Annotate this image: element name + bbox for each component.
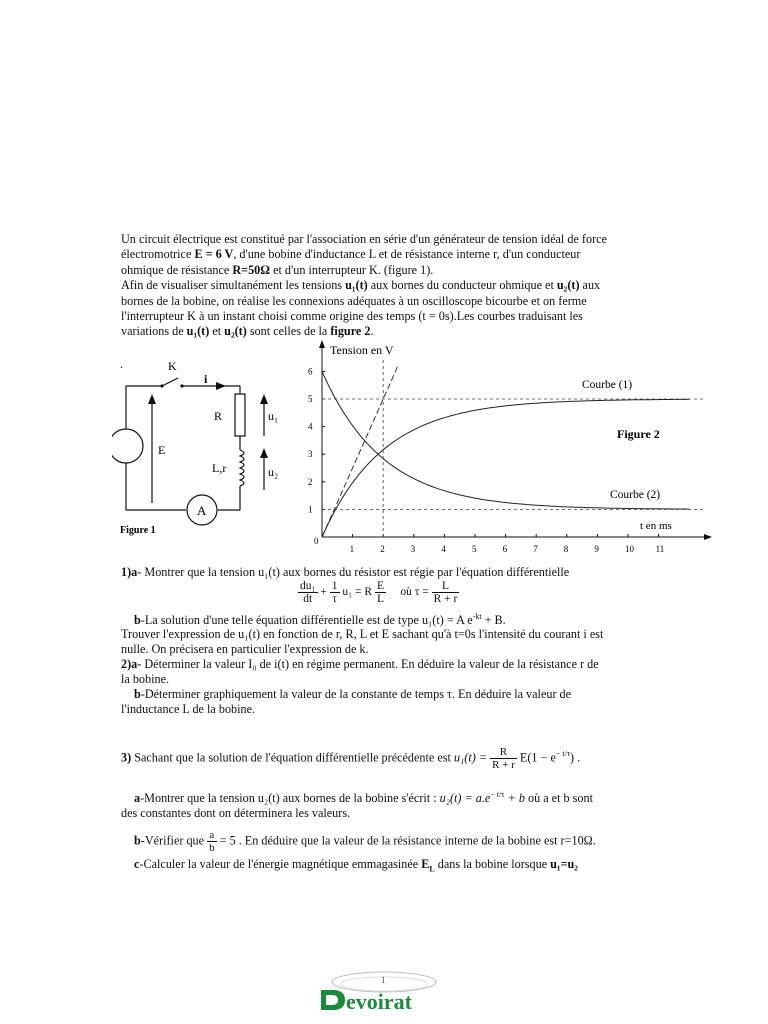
resistance-value: R=50Ω [232,262,271,277]
q2a-continuation: la bobine. [121,672,170,686]
intro-line-3c: et d'un interrupteur K. (figure 1). [270,262,434,277]
intro-line-7c: et [209,324,225,339]
q3b-den: b [209,842,215,854]
y-tick-label: 4 [308,421,313,432]
intro-line-2c: , d'une bobine d'inductance L et de résistance interne r, d'un conducteur [233,247,581,262]
switch-label: K [168,359,177,373]
origin-label: 0 [314,536,319,546]
eq-e: E [376,580,384,592]
q3b-label: b [134,833,141,848]
q2b-continuation: l'inductance L de la bobine. [121,702,256,716]
q2a-text: Déterminer la valeur I₀ de i(t) en régime permanent. En déduire la valeur de la résistance r de [141,657,599,671]
eq-u1: u₁ = R [342,586,373,599]
q1b-label: b [134,613,141,628]
q1b-line [134,612,506,628]
intro-line-1: Un circuit électrique est constitué par l'association en série d'un générateur de tension idéal de force [121,232,607,246]
q3a-end: où a et b sont [524,791,593,806]
figure-1-dot: . [120,358,123,371]
q3c-label: c [134,857,140,871]
u2-arrow-label: u₂ [268,465,279,479]
q3c-line [134,857,578,873]
generator-label: E [158,443,166,457]
current-label: i [204,372,208,386]
u1-label-2: u₁(t) [186,324,210,339]
q3-sol-end: ) . [570,750,581,765]
intro-line-4c: aux bornes du conducteur ohmique et [367,278,557,293]
q3-solution-lhs: u₁(t) = [453,750,488,765]
q3b-line [134,829,596,854]
q1a-label: 1)a- [121,565,142,579]
u1-arrow-label: u₁ [268,409,279,423]
x-axis-arrow [704,534,712,540]
q3-sol-rr: R + r [492,759,515,771]
x-tick-label: 11 [655,544,665,554]
chart-figure-2 [300,338,712,560]
coil-label: L,r [212,461,227,475]
x-tick-label: 1 [349,544,355,554]
q3-label: 3) [121,750,132,765]
intro-line-2a: électromotrice [121,247,195,262]
q1b-exp: -kt [472,612,482,621]
x-tick-label: 8 [563,544,569,554]
q3b-num: a [207,829,217,842]
q3a-plus-b: + b [504,791,525,806]
q3a-line [134,790,593,806]
x-tick-label: 9 [594,544,599,554]
q3b-text-2: = 5 . En déduire que la valeur de la résistance interne de la bobine est r=10Ω. [216,833,596,848]
q3-text: Sachant que la solution de l'équation différentielle précédente est [131,750,454,765]
x-tick-label: 4 [441,544,446,554]
intro-line-4e: aux [579,278,601,293]
q3b-text-1: -Vérifier que [140,833,208,848]
eq-rr: R + r [433,593,458,605]
u2-label: u₂(t) [556,278,580,293]
q3a-label: a [134,791,141,806]
q3a-exp: − t/τ [490,790,505,799]
intro-line-7g: . [370,324,374,339]
series-label-courbe-2: Courbe (2) [610,489,661,501]
q3-line [121,746,580,771]
u2-label-2: u₂(t) [224,324,247,339]
q3c-text: -Calculer la valeur de l'énergie magnétique emmagasinée [139,857,422,871]
q1a-line [121,565,569,580]
eq-ou: où τ = [400,586,429,599]
x-tick-label: 6 [502,544,508,554]
eq-l: L [376,593,384,605]
q3-sol-e: E(1 − e [519,750,556,765]
q2a-label: 2)a- [121,657,142,671]
q1-line-4: nulle. On précisera en particulier l'expression de k. [121,642,369,656]
series-line-1 [322,399,689,537]
eq-du1: du₁ [300,580,316,592]
brand-name: evoirat [346,989,412,1014]
eq-dt: dt [303,593,313,605]
y-tick-label: 6 [308,366,313,377]
q1b-end: + B. [481,613,506,628]
x-tick-label: 10 [625,544,634,554]
x-tick-label: 5 [472,544,477,554]
intro-paragraph [121,232,693,340]
x-axis-label: t en ms [640,520,672,532]
q2b-text: -Déterminer graphiquement la valeur de la constante de temps τ. En déduire la valeur de [140,687,572,701]
q1b-text: -La solution d'une telle équation différentielle est de type u₁(t) = A e [140,613,473,628]
intro-line-4a: Afin de visualiser simultanément les tensions [121,278,346,293]
q2b-line [134,687,571,702]
q3c-condition: u₁=u₂ [550,857,578,871]
y-tick-label: 5 [308,394,313,404]
figure-1-caption: Figure 1 [120,525,156,536]
tangent-line [322,365,399,538]
y-tick-label: 1 [308,504,313,515]
eq-one: 1 [331,580,338,592]
ammeter-label: A [197,503,207,518]
x-tick-label: 2 [380,544,385,554]
intro-line-7a: variations de [121,324,187,339]
y-axis-label: Tension en V [330,343,394,357]
resistor-label: R [214,409,223,423]
q1-line-3: Trouver l'expression de u₁(t) en fonction de r, R, L et E sachant qu'à t=0s l'intensité du courant i est [121,627,604,641]
q3a-formula: u₂(t) = a.e [439,791,491,806]
intro-line-3a: ohmique de résistance [121,262,233,277]
y-tick-label: 2 [308,476,313,487]
q2a-line [121,657,599,672]
intro-line-5: bornes de la bobine, on réalise les connexions adéquates à un oscilloscope bicourbe et on ferme [121,293,587,308]
eq-l-2: L [432,580,460,593]
q3-sol-exp: − t/τ [555,749,571,759]
series-label-courbe-1: Courbe (1) [582,379,633,391]
emf-value: E = 6 V [194,247,234,262]
eq-tau: τ [332,593,337,605]
x-tick-label: 7 [533,544,538,554]
u1-label: u₁(t) [345,278,368,293]
chart-title: Figure 2 [617,427,660,441]
circuit-figure-1 [112,358,297,540]
intro-line-7e: sont celles de la [246,324,331,339]
y-axis-arrow [319,340,325,348]
intro-line-6: l'interrupteur K à un instant choisi comme origine des temps (t = 0s).Les courbes traduisant les [121,309,583,324]
q2b-label: b [134,687,141,701]
q1-equation [298,580,459,605]
eq-plus: + [320,586,327,599]
page-footer [0,962,768,1024]
q3a-text: -Montrer que la tension u₂(t) aux bornes de la bobine s'écrit : [140,791,440,806]
q3c-el: E [421,857,430,871]
page-number: 1 [381,975,386,985]
q3a-continuation: des constantes dont on déterminera les valeurs. [121,806,351,820]
q3c-el-sub: L [429,864,435,874]
devoirat-logo [321,989,413,1014]
y-tick-label: 3 [308,449,313,460]
q1a-text: Montrer que la tension u₁(t) aux bornes du résistor est régie par l'équation différentielle [141,565,570,579]
q3-sol-r: R [490,746,517,759]
q3c-text-2: dans la bobine lorsque [434,857,551,871]
figure-2-ref: figure 2 [330,324,371,339]
x-tick-label: 3 [410,544,416,554]
